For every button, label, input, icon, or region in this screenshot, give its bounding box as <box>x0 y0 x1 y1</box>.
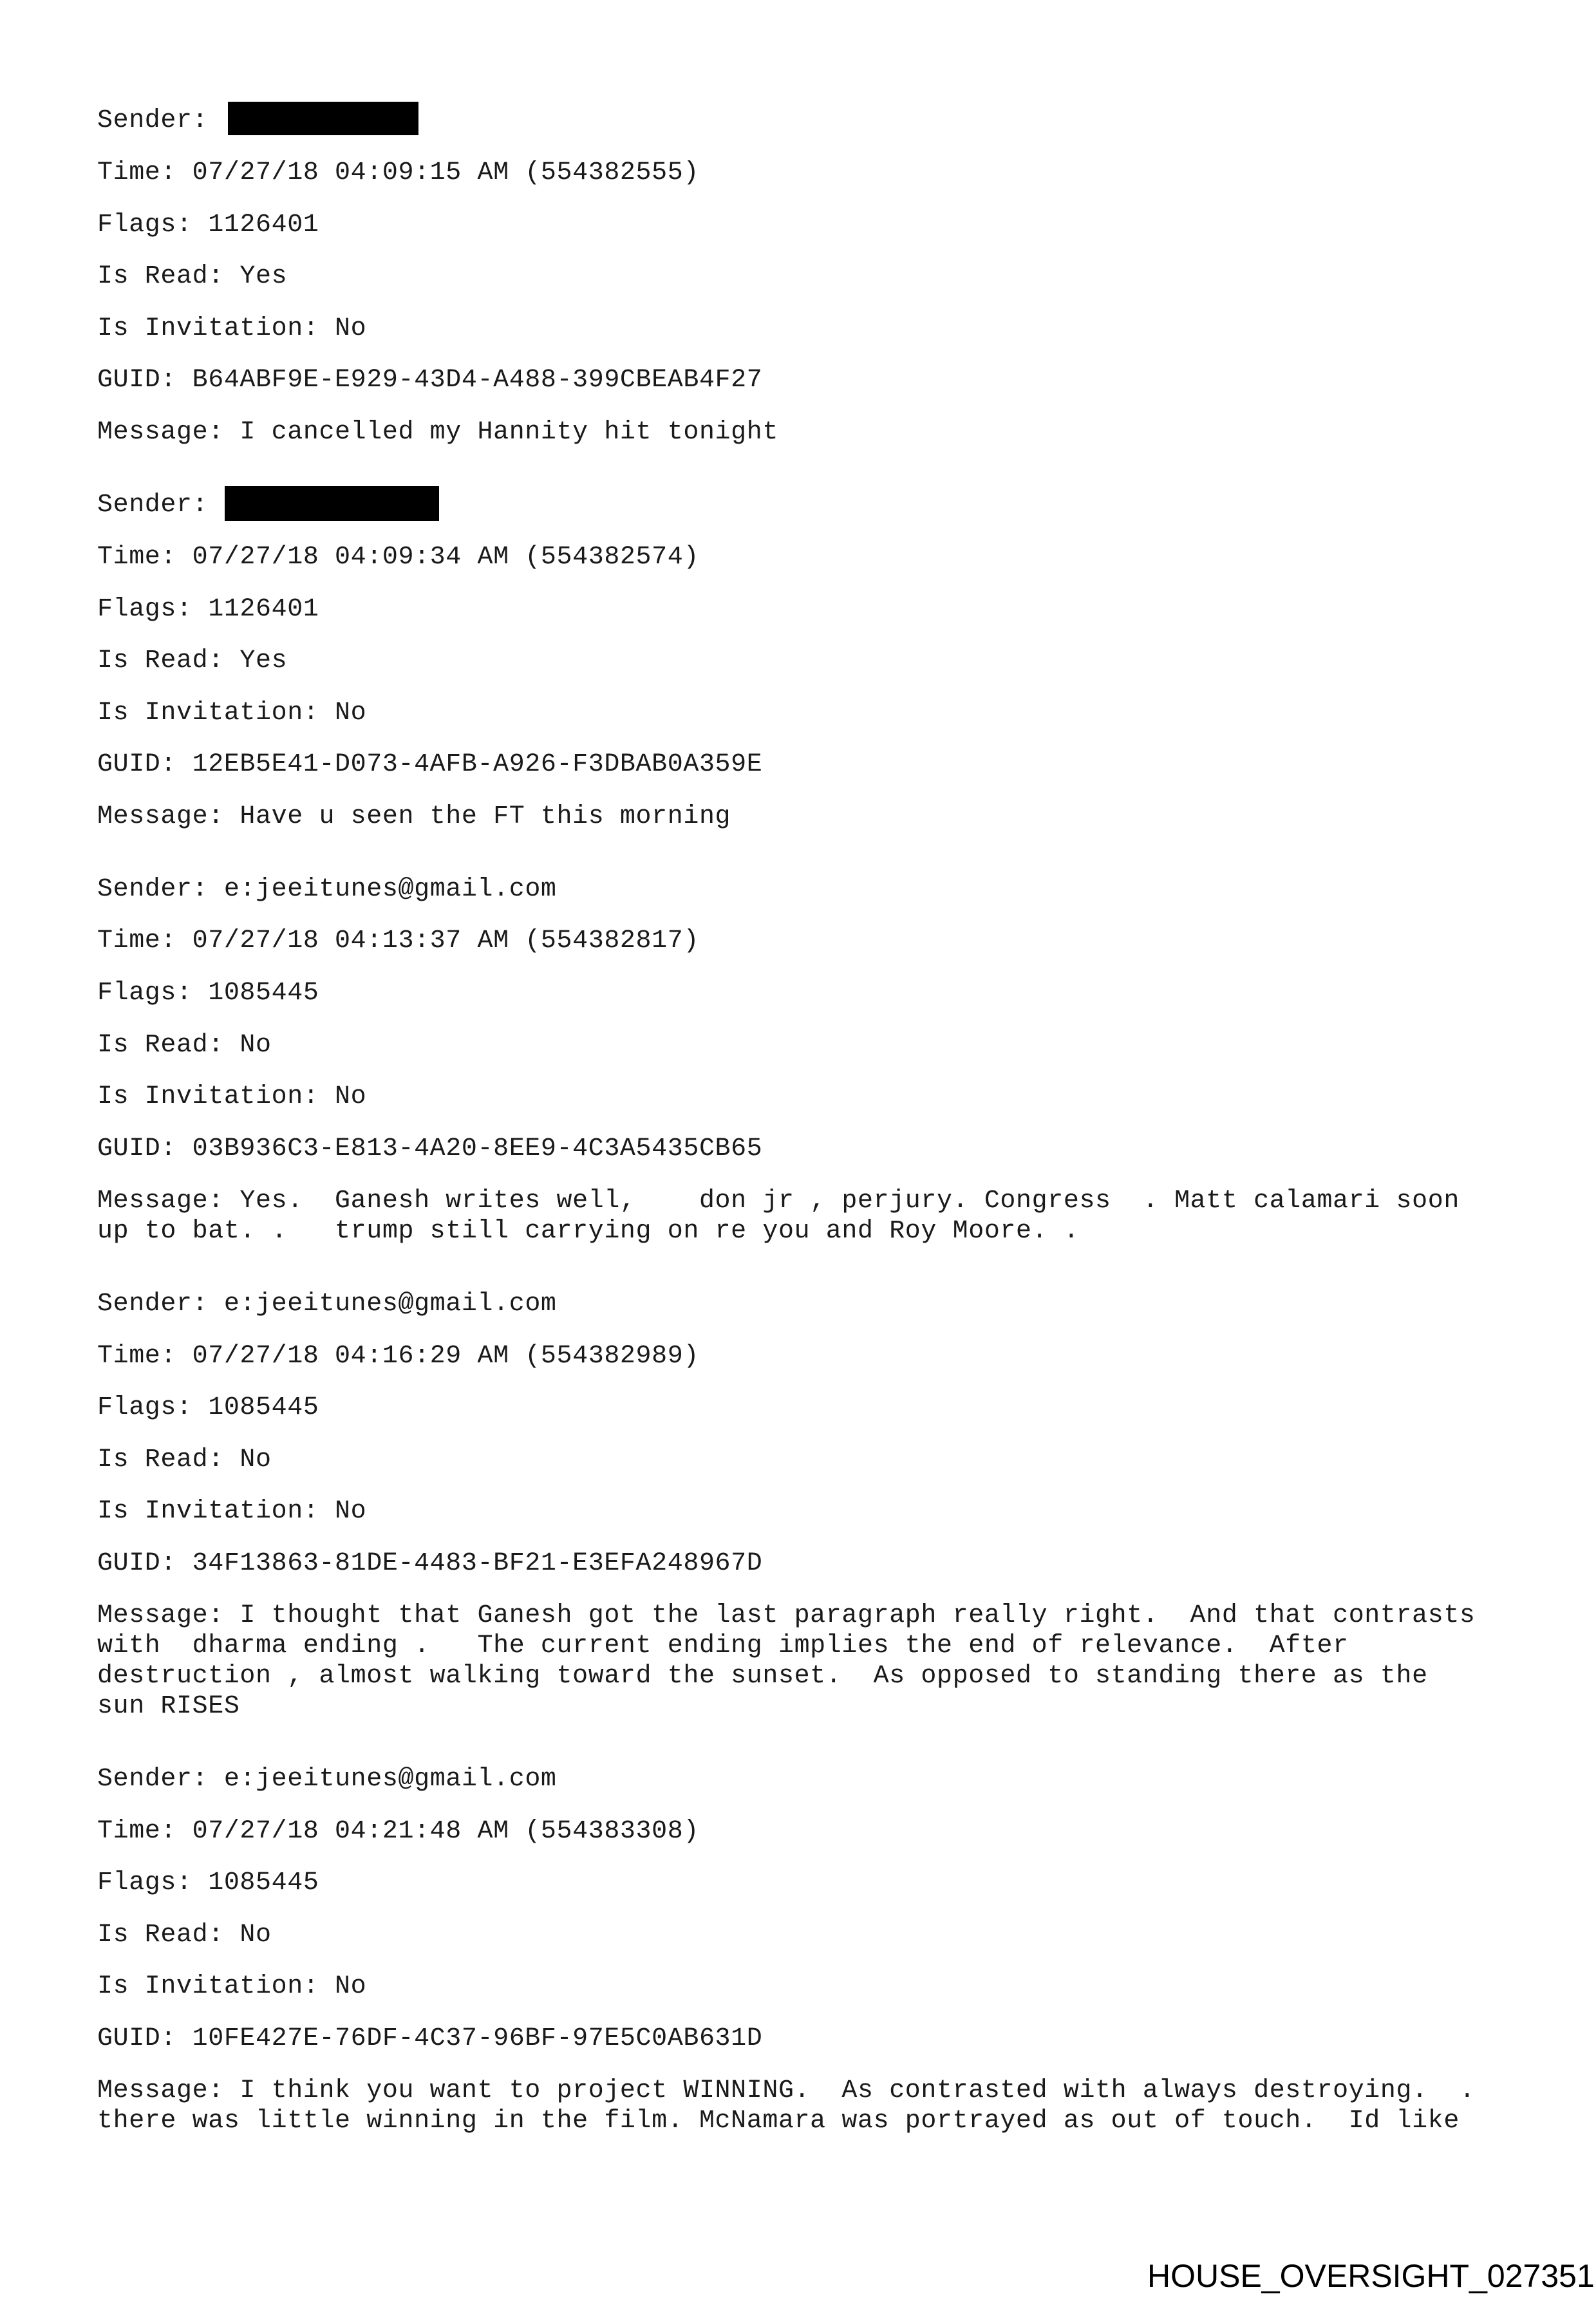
guid-line: GUID: 34F13863-81DE-4483-BF21-E3EFA248967D <box>97 1549 763 1578</box>
is-invitation-line: Is Invitation: No <box>97 1972 367 2001</box>
time-line: Time: 07/27/18 04:21:48 AM (554383308) <box>97 1817 699 1846</box>
sender-value: e:jeeitunes@gmail.com <box>223 875 557 904</box>
time-line: Time: 07/27/18 04:16:29 AM (554382989) <box>97 1342 699 1371</box>
sender-label: Sender: <box>97 491 224 520</box>
message-line: Message: I cancelled my Hannity hit tonight <box>97 418 778 447</box>
message-line: there was little winning in the film. McNamara was portrayed as out of touch. Id like <box>97 2107 1460 2136</box>
sender-line <box>97 1764 557 1794</box>
time-line: Time: 07/27/18 04:13:37 AM (554382817) <box>97 926 699 955</box>
message-line: with dharma ending . The current ending implies the end of relevance. After <box>97 1631 1349 1660</box>
time-line: Time: 07/27/18 04:09:34 AM (554382574) <box>97 543 699 572</box>
flags-line: Flags: 1085445 <box>97 1868 319 1897</box>
message-line: Message: Have u seen the FT this morning <box>97 802 731 831</box>
flags-line: Flags: 1085445 <box>97 979 319 1008</box>
flags-line: Flags: 1126401 <box>97 211 319 240</box>
is-invitation-line: Is Invitation: No <box>97 1082 367 1111</box>
is-read-line: Is Read: No <box>97 1031 272 1060</box>
time-line: Time: 07/27/18 04:09:15 AM (554382555) <box>97 158 699 187</box>
flags-line: Flags: 1126401 <box>97 595 319 624</box>
sender-line <box>97 106 224 136</box>
sender-value: e:jeeitunes@gmail.com <box>223 1290 557 1319</box>
sender-label: Sender: <box>97 1290 224 1319</box>
bates-number: HOUSE_OVERSIGHT_027351 <box>1147 2258 1595 2294</box>
sender-value: e:jeeitunes@gmail.com <box>223 1765 557 1794</box>
sender-label: Sender: <box>97 1765 224 1794</box>
guid-line: GUID: 03B936C3-E813-4A20-8EE9-4C3A5435CB65 <box>97 1134 763 1163</box>
sender-label: Sender: <box>97 106 224 135</box>
sender-line <box>97 874 557 905</box>
message-line: sun RISES <box>97 1692 240 1721</box>
is-read-line: Is Read: Yes <box>97 262 288 291</box>
is-invitation-line: Is Invitation: No <box>97 1497 367 1526</box>
message-line: Message: I think you want to project WINNING. As contrasted with always destroying. . <box>97 2076 1476 2105</box>
sender-line <box>97 1289 557 1319</box>
is-read-line: Is Read: Yes <box>97 646 288 675</box>
message-line: Message: Yes. Ganesh writes well, don jr , perjury. Congress . Matt calamari soon <box>97 1187 1460 1216</box>
guid-line: GUID: 10FE427E-76DF-4C37-96BF-97E5C0AB631D <box>97 2024 763 2053</box>
message-line: destruction , almost walking toward the sunset. As opposed to standing there as the <box>97 1662 1428 1691</box>
is-read-line: Is Read: No <box>97 1921 272 1950</box>
redaction-bar <box>225 486 439 521</box>
is-invitation-line: Is Invitation: No <box>97 314 367 343</box>
sender-label: Sender: <box>97 875 224 904</box>
sender-line <box>97 490 224 520</box>
message-line: Message: I thought that Ganesh got the last paragraph really right. And that contrasts <box>97 1601 1476 1630</box>
guid-line: GUID: B64ABF9E-E929-43D4-A488-399CBEAB4F27 <box>97 366 763 395</box>
message-line: up to bat. . trump still carrying on re you and Roy Moore. . <box>97 1217 1080 1246</box>
guid-line: GUID: 12EB5E41-D073-4AFB-A926-F3DBAB0A359E <box>97 750 763 779</box>
flags-line: Flags: 1085445 <box>97 1393 319 1422</box>
is-read-line: Is Read: No <box>97 1445 272 1474</box>
is-invitation-line: Is Invitation: No <box>97 699 367 728</box>
redaction-bar <box>228 102 418 135</box>
